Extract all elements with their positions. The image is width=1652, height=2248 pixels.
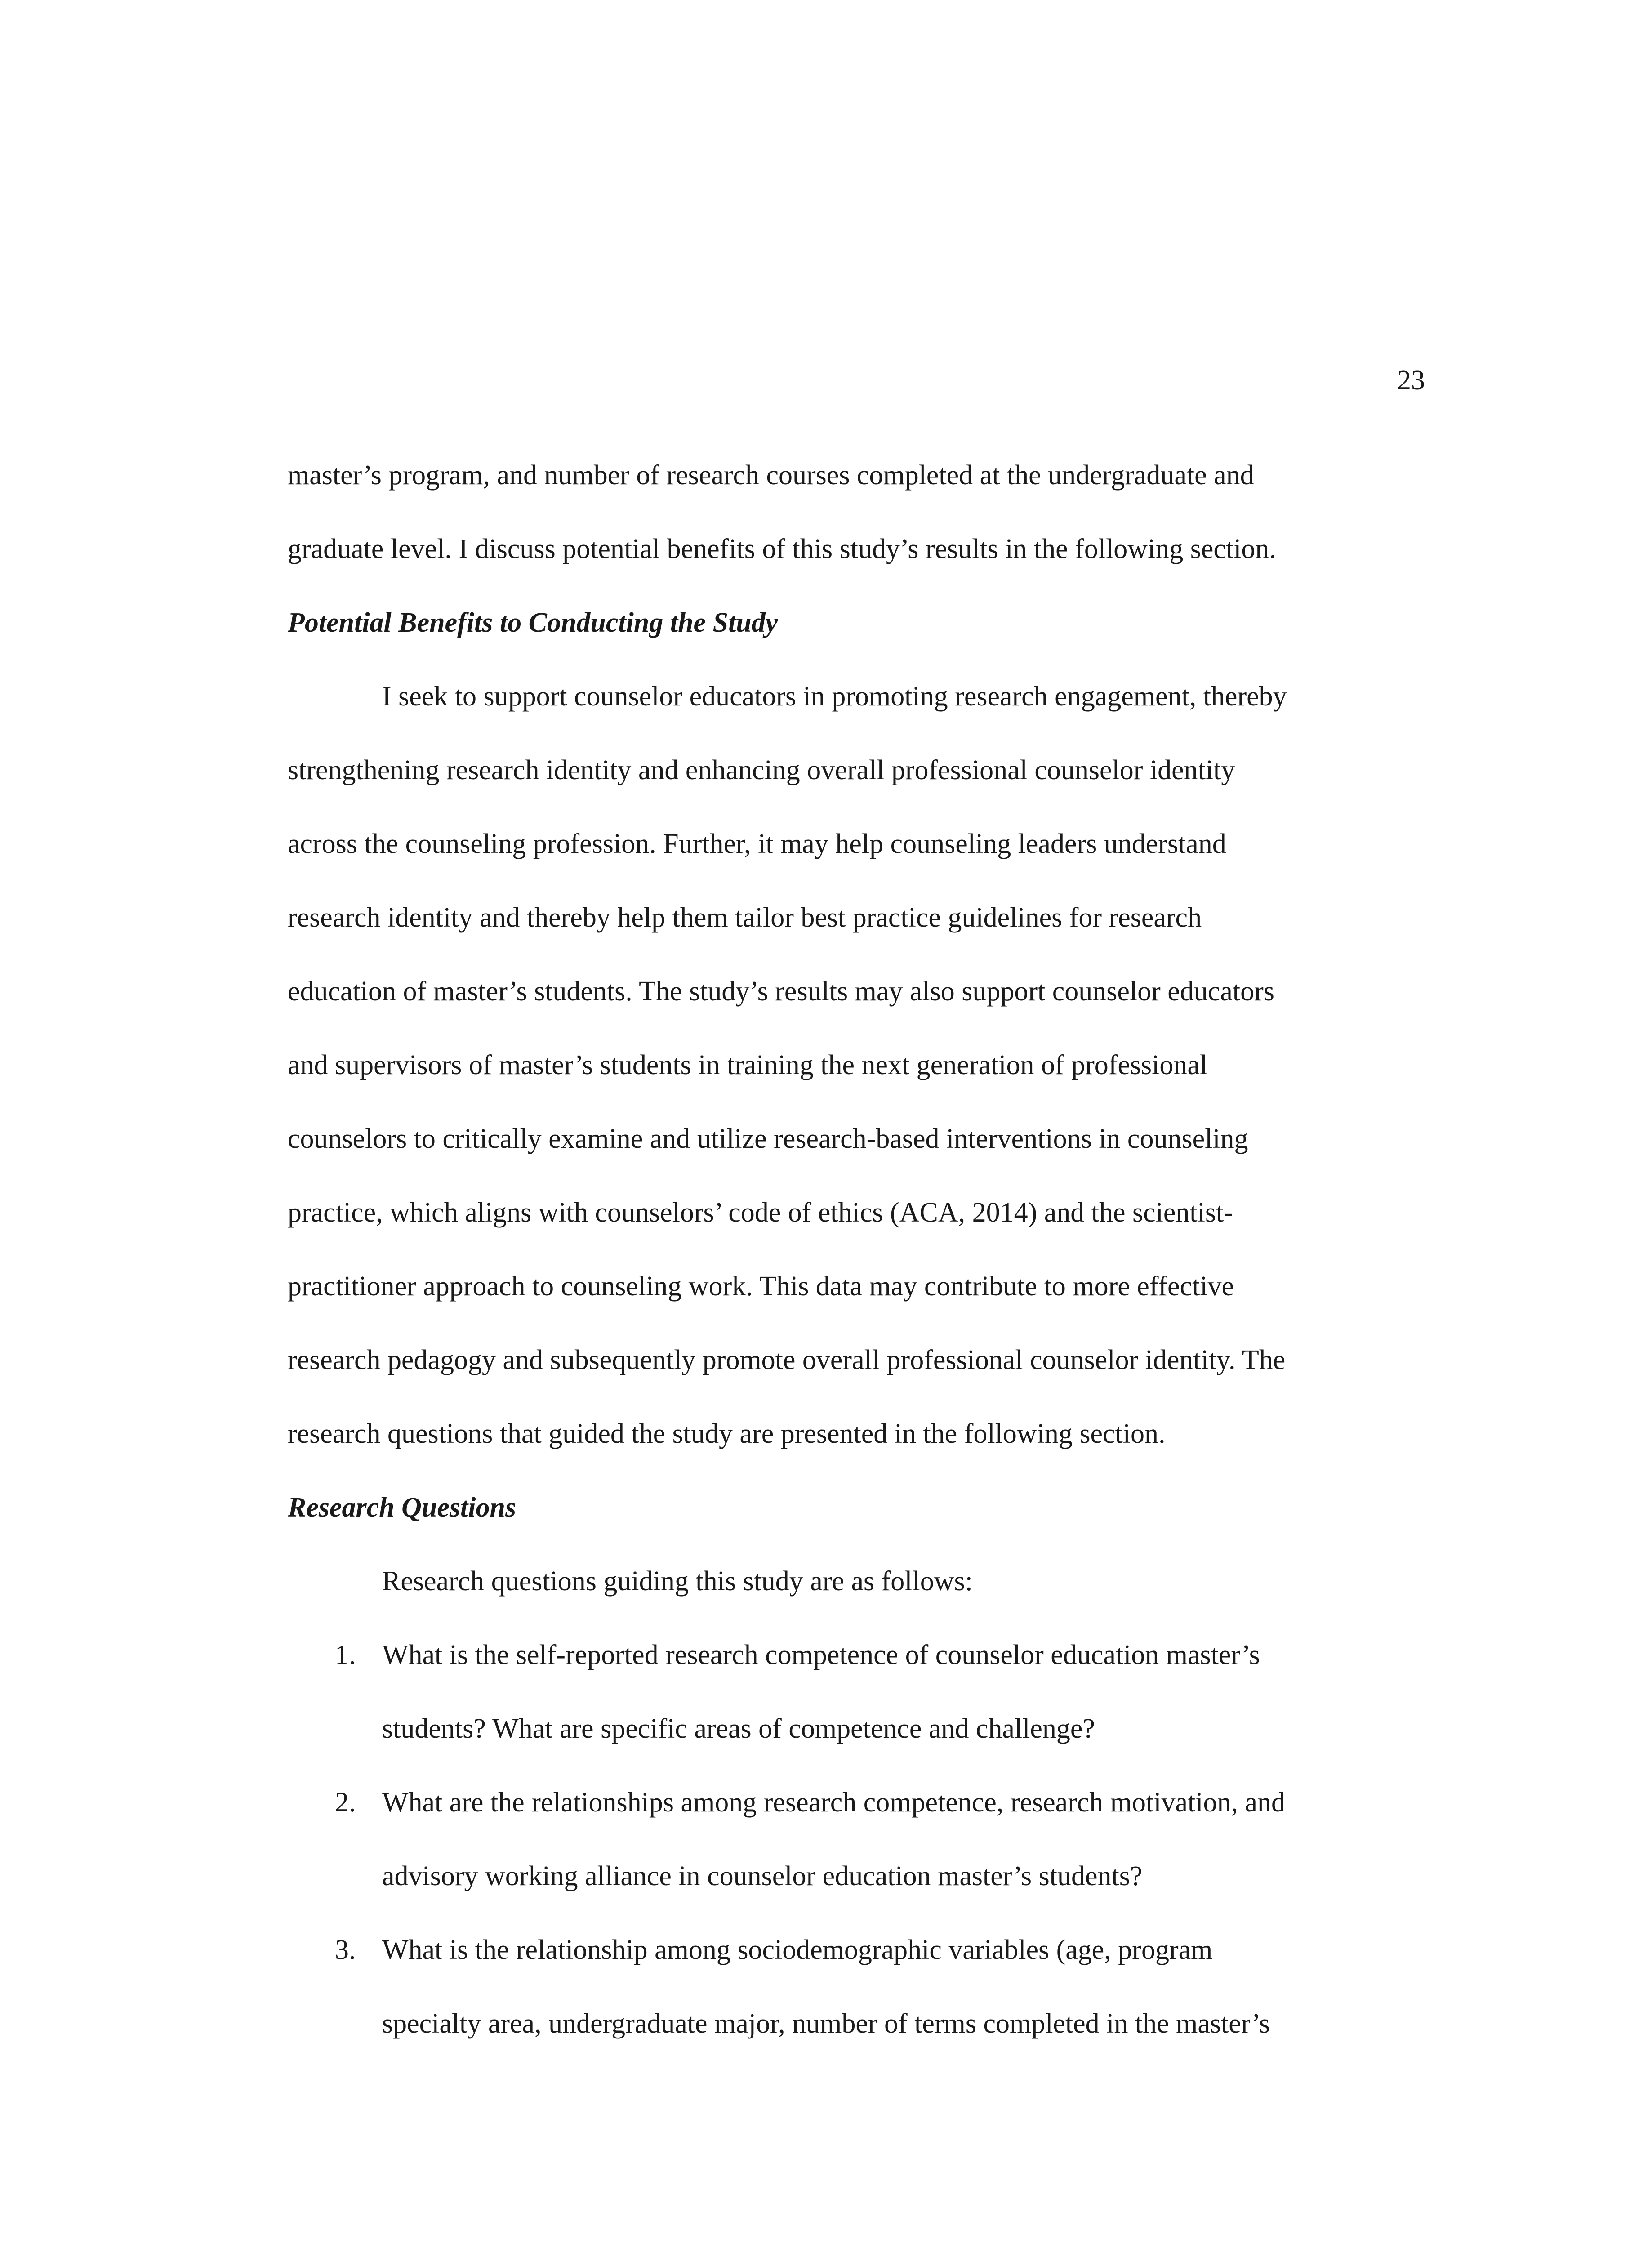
section-heading-benefits: Potential Benefits to Conducting the Study xyxy=(288,607,778,638)
body-line: practice, which aligns with counselors’ code of ethics (ACA, 2014) and the scientist- xyxy=(288,1197,1233,1228)
research-question-2 xyxy=(288,1766,1438,1913)
body-line: across the counseling profession. Further, it may help counseling leaders understand xyxy=(288,829,1226,859)
body-line: practitioner approach to counseling work. This data may contribute to more effective xyxy=(288,1271,1234,1302)
body-line: graduate level. I discuss potential benefits of this study’s results in the following section. xyxy=(288,534,1276,564)
list-number: 2. xyxy=(335,1787,356,1818)
list-number: 1. xyxy=(335,1640,356,1670)
list-line: students? What are specific areas of competence and challenge? xyxy=(382,1713,1095,1744)
body-line: research identity and thereby help them tailor best practice guidelines for research xyxy=(288,902,1202,933)
list-line: advisory working alliance in counselor education master’s students? xyxy=(382,1861,1143,1891)
list-line: What is the relationship among sociodemographic variables (age, program xyxy=(382,1935,1213,1965)
body-line: and supervisors of master’s students in training the next generation of professional xyxy=(288,1050,1208,1080)
list-line: What is the self-reported research competence of counselor education master’s xyxy=(382,1640,1260,1670)
body-line: education of master’s students. The study’s results may also support counselor educators xyxy=(288,976,1274,1007)
page-number: 23 xyxy=(1397,365,1425,396)
list-line: specialty area, undergraduate major, number of terms completed in the master’s xyxy=(382,2008,1270,2039)
body-line: research pedagogy and subsequently promote overall professional counselor identity. The xyxy=(288,1345,1286,1375)
body-line: master’s program, and number of research courses completed at the undergraduate and xyxy=(288,460,1254,491)
list-line: What are the relationships among research competence, research motivation, and xyxy=(382,1787,1285,1818)
body-line: research questions that guided the study are presented in the following section. xyxy=(288,1418,1166,1449)
list-number: 3. xyxy=(335,1935,356,1965)
research-question-3 xyxy=(288,1913,1438,2061)
body-line: Research questions guiding this study are as follows: xyxy=(382,1566,973,1597)
section-heading-research-questions: Research Questions xyxy=(288,1492,517,1523)
body-line: counselors to critically examine and utilize research-based interventions in counseling xyxy=(288,1124,1248,1154)
document-body xyxy=(288,438,1438,2061)
body-line: strengthening research identity and enhancing overall professional counselor identity xyxy=(288,755,1235,785)
research-question-1 xyxy=(288,1618,1438,1766)
body-line: I seek to support counselor educators in promoting research engagement, thereby xyxy=(382,681,1287,712)
